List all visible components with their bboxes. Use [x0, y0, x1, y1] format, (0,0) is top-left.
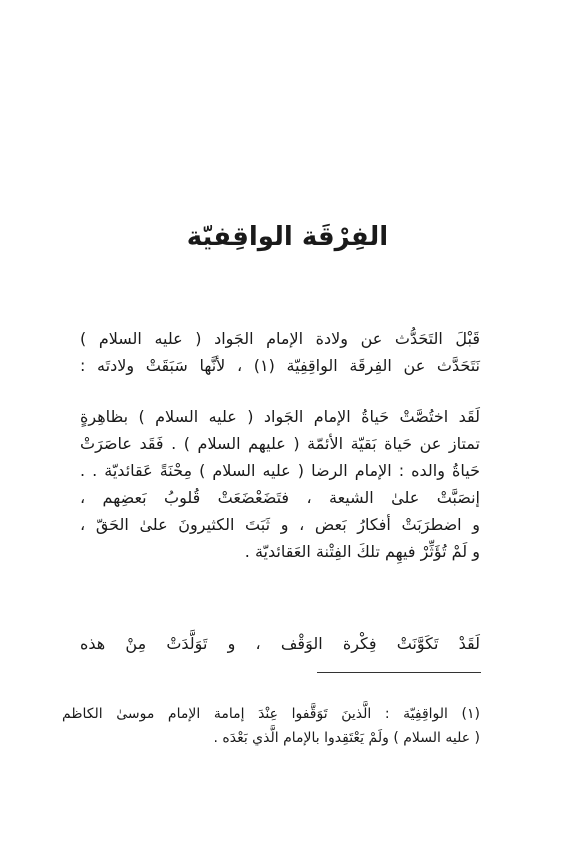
- text-line: قَبْلَ التَحَدُّث عن ولادة الإمام الجَواد ( عليه السلام ): [80, 329, 480, 348]
- chapter-title: الفِرْقَة الواقِفيّة: [186, 222, 389, 252]
- text-line: و لَمْ تُؤَثِّرْ فيهِم تلكَ الفِتْنة العَقائديّة .: [244, 542, 480, 561]
- paragraph-2: [80, 403, 480, 565]
- paragraph-3: [80, 630, 480, 657]
- paragraph-1: [80, 325, 480, 379]
- text-line: حَياةُ والده : الإمام الرضا ( عليه السلام ) مِحْنَةً عَقائديّة . .: [80, 461, 480, 480]
- footnote-line: (١) الواقِفِيّة : الَّذينَ تَوَقَّفوا عِنْدَ إمامة الإمام موسىٰ الكاظم: [62, 706, 480, 722]
- footnote-divider: [317, 672, 481, 673]
- footnote: [62, 702, 480, 750]
- footnote-line: ( عليه السلام ) ولَمْ يَعْتَقِدوا بالإمام الَّذي بَعْدَه .: [213, 730, 480, 746]
- text-line: نَتَحَدَّث عن الفِرقَة الواقِفِيّة (١) ، لأنَّها سَبَقَتْ ولادتَه :: [80, 356, 480, 375]
- text-line: و اضطرَبَتْ أفكارُ بَعض ، و ثَبَتَ الكثيرونَ علىٰ الحَقّ ،: [80, 515, 480, 534]
- text-line: لَقَد اختُصَّتْ حَياةُ الإمام الجَواد ( عليه السلام ) بظاهِرةٍ: [80, 407, 480, 426]
- text-line: لَقَدْ تَكَوَّنَتْ فِكْرة الوَقْف ، و تَوَلَّدَتْ مِنْ هذه: [80, 634, 480, 653]
- text-line: إنصَبَّتْ علىٰ الشيعة ، فتَضَعْضَعَتْ قُلوبُ بَعضِهم ،: [80, 488, 480, 507]
- text-line: تمتاز عن حَياة بَقيّة الأئمّة ( عليهم السلام ) . فَقَد عاصَرَتْ: [80, 434, 480, 453]
